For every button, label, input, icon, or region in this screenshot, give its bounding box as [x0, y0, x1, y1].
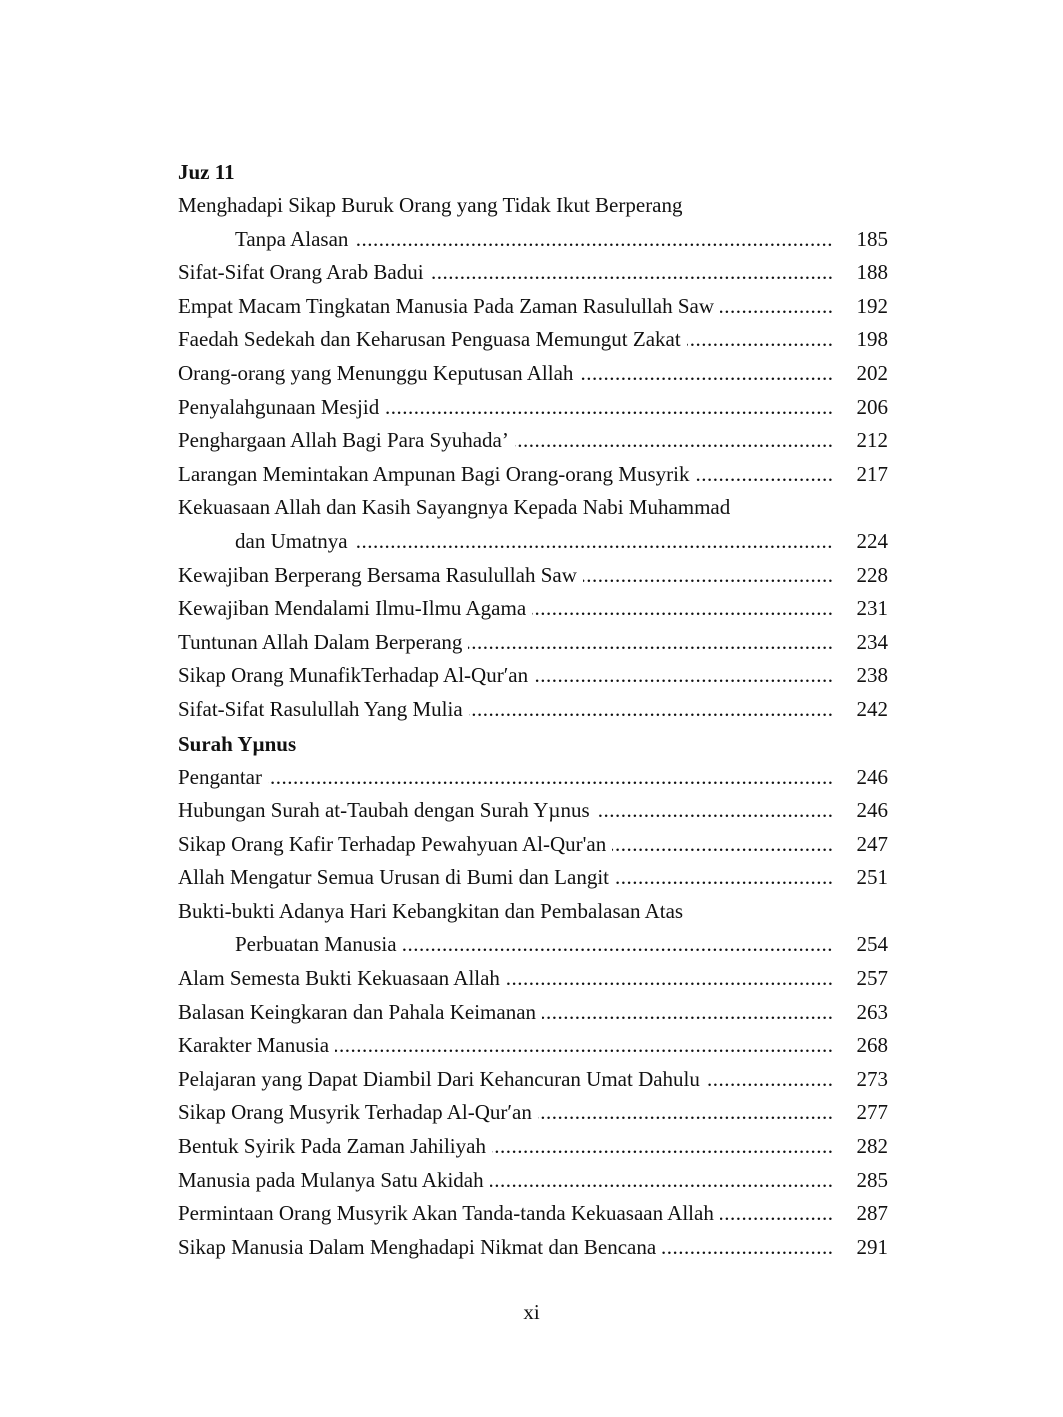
- toc-page-number: 185: [856, 226, 888, 251]
- toc-page-number: 224: [856, 528, 888, 553]
- toc-page-number: 234: [856, 629, 888, 654]
- toc-page-number: 251: [856, 865, 888, 890]
- toc-page-number: 231: [856, 596, 888, 621]
- toc-page-number: 257: [856, 966, 888, 991]
- toc-entry-title: Pelajaran yang Dapat Diambil Dari Kehancuran Umat Dahulu: [178, 1067, 706, 1091]
- toc-entry[interactable]: [178, 861, 888, 895]
- toc-entry-title: Kewajiban Mendalami Ilmu-Ilmu Agama: [178, 596, 532, 620]
- toc-entry-line: [178, 491, 888, 525]
- toc-entry-title: Larangan Memintakan Ampunan Bagi Orang-orang Musyrik: [178, 462, 695, 486]
- toc-page-number: 242: [856, 696, 888, 721]
- toc-entry[interactable]: [178, 828, 888, 862]
- toc-entry[interactable]: [178, 525, 888, 559]
- toc-page-number: 291: [856, 1234, 888, 1259]
- toc-page-number: 254: [856, 932, 888, 957]
- toc-entry[interactable]: [178, 357, 888, 391]
- toc-page-number: 282: [856, 1134, 888, 1159]
- section-heading: Surah Yµnus: [178, 731, 297, 756]
- toc-entry-title: Kekuasaan Allah dan Kasih Sayangnya Kepada Nabi Muhammad: [178, 495, 736, 519]
- toc-entry-title: Bentuk Syirik Pada Zaman Jahiliyah: [178, 1134, 492, 1158]
- toc-entry[interactable]: [178, 323, 888, 357]
- toc-entry-title: Sikap Orang Kafir Terhadap Pewahyuan Al-Qur'an: [178, 832, 612, 856]
- toc-entry-title: Hubungan Surah at-Taubah dengan Surah Yµnus: [178, 798, 596, 822]
- toc-entry-title: Empat Macam Tingkatan Manusia Pada Zaman Rasulullah Saw: [178, 294, 720, 318]
- toc-entry[interactable]: [178, 592, 888, 626]
- toc-entry[interactable]: [178, 794, 888, 828]
- toc-entry-title: Orang-orang yang Menunggu Keputusan Allah: [178, 361, 579, 385]
- toc-entry-title: Balasan Keingkaran dan Pahala Keimanan: [178, 1000, 542, 1024]
- toc-entry[interactable]: [178, 996, 888, 1030]
- toc-entry[interactable]: [178, 559, 888, 593]
- toc-entry-title: Manusia pada Mulanya Satu Akidah: [178, 1168, 490, 1192]
- toc-entry[interactable]: [178, 290, 888, 324]
- toc-entry[interactable]: [178, 761, 888, 795]
- toc-page-number: 217: [856, 461, 888, 486]
- toc-entry-title: Kewajiban Berperang Bersama Rasulullah Saw: [178, 563, 583, 587]
- toc-page-number: 192: [856, 293, 888, 318]
- toc-entry-title: Menghadapi Sikap Buruk Orang yang Tidak Ikut Berperang: [178, 193, 689, 217]
- toc-entry-title: Sifat-Sifat Rasulullah Yang Mulia: [178, 697, 469, 721]
- toc-entry-title: Penyalahgunaan Mesjid: [178, 395, 385, 419]
- toc-entry[interactable]: [178, 626, 888, 660]
- toc-entry-line: [178, 189, 888, 223]
- toc-entry[interactable]: [178, 928, 888, 962]
- toc-entry[interactable]: [178, 1029, 888, 1063]
- toc-entry-title: Sikap Orang MunafikTerhadap Al-Qur′an: [178, 663, 534, 687]
- toc-entry[interactable]: [178, 1096, 888, 1130]
- toc-entry[interactable]: [178, 424, 888, 458]
- toc-entry-title-continued: dan Umatnya: [235, 529, 354, 553]
- toc-entry[interactable]: [178, 223, 888, 257]
- toc-page-number: 228: [856, 562, 888, 587]
- toc-entry[interactable]: [178, 693, 888, 727]
- toc-entry[interactable]: [178, 1197, 888, 1231]
- toc-entry[interactable]: [178, 1130, 888, 1164]
- toc-page-number: 277: [856, 1100, 888, 1125]
- toc-page-number: 212: [856, 428, 888, 453]
- toc-entry-title: Sikap Orang Musyrik Terhadap Al-Qur′an: [178, 1100, 538, 1124]
- page-folio: xi: [523, 1300, 540, 1324]
- toc-page-number: 206: [856, 394, 888, 419]
- toc-page-number: 188: [856, 260, 888, 285]
- toc-entry-title: Pengantar: [178, 765, 268, 789]
- toc-page-number: 268: [856, 1033, 888, 1058]
- toc-entry-title: Faedah Sedekah dan Keharusan Penguasa Memungut Zakat: [178, 327, 687, 351]
- toc-page-number: 263: [856, 999, 888, 1024]
- toc-page-number: 247: [856, 831, 888, 856]
- toc-entry-title: Allah Mengatur Semua Urusan di Bumi dan Langit: [178, 865, 615, 889]
- toc-entry-title: Karakter Manusia: [178, 1033, 335, 1057]
- toc-entry-title-continued: Tanpa Alasan: [235, 227, 354, 251]
- toc-entry-title: Sikap Manusia Dalam Menghadapi Nikmat dan Bencana: [178, 1235, 662, 1259]
- toc-entry-title: Bukti-bukti Adanya Hari Kebangkitan dan Pembalasan Atas: [178, 899, 689, 923]
- toc-page-number: 202: [856, 360, 888, 385]
- toc-page-number: 246: [856, 764, 888, 789]
- toc-entry[interactable]: [178, 256, 888, 290]
- toc-entry[interactable]: [178, 458, 888, 492]
- toc-page-number: 287: [856, 1201, 888, 1226]
- toc-entry[interactable]: [178, 1164, 888, 1198]
- toc-entry-title-continued: Perbuatan Manusia: [235, 932, 403, 956]
- toc-entry-line: [178, 895, 888, 929]
- toc-entry[interactable]: [178, 1063, 888, 1097]
- toc-entry[interactable]: [178, 1231, 888, 1265]
- toc-entry[interactable]: [178, 962, 888, 996]
- section-heading: Juz 11: [178, 160, 235, 184]
- table-of-contents: [178, 155, 888, 1264]
- toc-entry-title: Permintaan Orang Musyrik Akan Tanda-tanda Kekuasaan Allah: [178, 1201, 720, 1225]
- toc-entry-title: Penghargaan Allah Bagi Para Syuhada’: [178, 428, 515, 452]
- toc-entry-title: Tuntunan Allah Dalam Berperang: [178, 630, 468, 654]
- toc-page-number: 285: [856, 1167, 888, 1192]
- toc-page-number: 198: [856, 327, 888, 352]
- toc-entry[interactable]: [178, 659, 888, 693]
- toc-page-number: 246: [856, 798, 888, 823]
- toc-entry-title: Sifat-Sifat Orang Arab Badui: [178, 260, 430, 284]
- toc-entry-title: Alam Semesta Bukti Kekuasaan Allah: [178, 966, 506, 990]
- toc-page-number: 273: [856, 1066, 888, 1091]
- toc-entry[interactable]: [178, 391, 888, 425]
- toc-page-number: 238: [856, 663, 888, 688]
